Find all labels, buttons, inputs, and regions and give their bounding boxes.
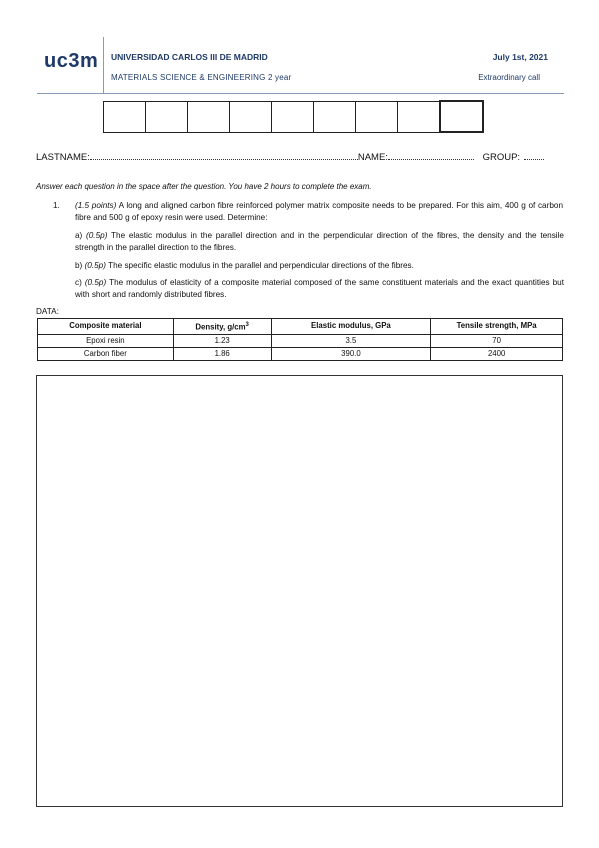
id-box[interactable]: [103, 101, 146, 133]
group-field[interactable]: [524, 151, 544, 160]
exam-date: July 1st, 2021: [492, 52, 548, 62]
lastname-field[interactable]: [90, 151, 358, 160]
col-header: Elastic modulus, GPa: [271, 319, 431, 335]
part-text: The elastic modulus in the parallel direction and in the perpendicular direction of the fibres, the density and the tensile strength in the parallel direction to the fibres.: [75, 231, 564, 252]
header-divider-horizontal: [37, 93, 564, 94]
id-box-control[interactable]: [439, 100, 484, 133]
id-box[interactable]: [313, 101, 356, 133]
table-row: [38, 347, 563, 360]
answer-area[interactable]: [36, 375, 563, 807]
table-cell: 390.0: [271, 347, 431, 360]
question-text: A long and aligned carbon fibre reinforced polymer matrix composite needs to be prepared. For this aim, 400 g of carbon fibre and 500 g of epoxy resin were used. Determine:: [75, 201, 563, 222]
table-row: [38, 334, 563, 347]
part-text: The modulus of elasticity of a composite material composed of the same constituent materials and the exact quantities but with short and randomly distributed fibres.: [75, 278, 564, 299]
header-divider-vertical: [103, 37, 104, 94]
group-label: GROUP:: [482, 152, 521, 163]
data-label: DATA:: [36, 307, 59, 316]
id-box[interactable]: [397, 101, 440, 133]
table-cell: 70: [431, 334, 563, 347]
question-part-b: [75, 260, 564, 272]
table-header-row: [38, 319, 563, 335]
table-cell: Carbon fiber: [38, 347, 174, 360]
table-cell: 1.23: [173, 334, 271, 347]
part-label: c): [75, 278, 82, 287]
name-field[interactable]: [388, 151, 474, 160]
student-info-row: [36, 151, 544, 163]
question-points: (1.5 points): [75, 201, 117, 210]
table-cell: Epoxi resin: [38, 334, 174, 347]
exam-call: Extraordinary call: [478, 73, 540, 82]
department-name: MATERIALS SCIENCE & ENGINEERING 2 year: [111, 73, 292, 82]
table-cell: 2400: [431, 347, 563, 360]
table-cell: 1.86: [173, 347, 271, 360]
part-label: a): [75, 231, 83, 240]
question-1: [53, 200, 563, 224]
question-part-c: [75, 277, 564, 301]
id-box[interactable]: [145, 101, 188, 133]
id-box[interactable]: [271, 101, 314, 133]
id-box[interactable]: [229, 101, 272, 133]
lastname-label: LASTNAME:: [36, 152, 90, 163]
id-box[interactable]: [187, 101, 230, 133]
student-id-boxes: [103, 101, 484, 133]
university-logo: uc3m: [44, 50, 99, 72]
name-label: NAME:: [357, 152, 388, 163]
table-cell: 3.5: [271, 334, 431, 347]
part-points: (0.5p): [86, 231, 108, 240]
part-label: b): [75, 261, 83, 270]
question-part-a: [75, 230, 564, 254]
material-data-table: [37, 318, 563, 361]
col-header: Composite material: [38, 319, 174, 335]
id-box[interactable]: [355, 101, 398, 133]
col-header: Tensile strength, MPa: [431, 319, 563, 335]
part-points: (0.5p): [84, 278, 107, 287]
part-text: The specific elastic modulus in the parallel and perpendicular directions of the fibres.: [105, 261, 414, 270]
part-points: (0.5p): [84, 261, 106, 270]
university-name: UNIVERSIDAD CARLOS III DE MADRID: [111, 52, 268, 62]
col-header-density: Density, $g/cm^3$: [173, 319, 271, 335]
question-number: 1.: [53, 201, 60, 210]
exam-instructions: Answer each question in the space after the question. You have 2 hours to complete the exam.: [36, 182, 372, 191]
